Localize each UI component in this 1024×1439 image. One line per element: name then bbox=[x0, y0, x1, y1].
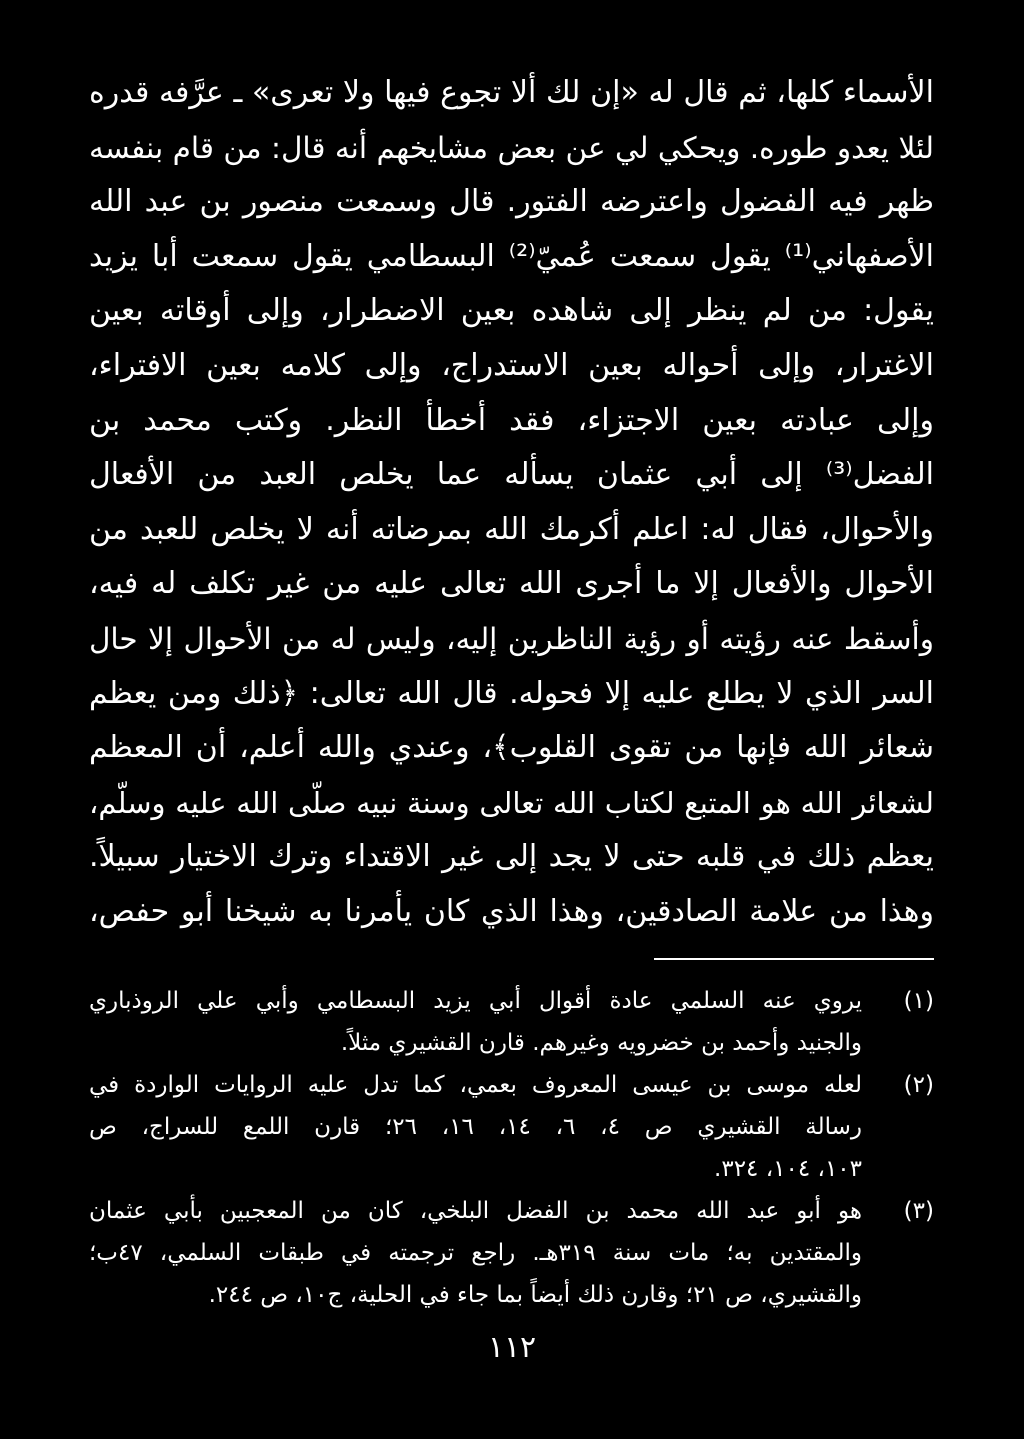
footnote-line: يروي عنه السلمي عادة أقوال أبي يزيد البسطامي وأبي علي الروذباري bbox=[89, 988, 862, 1014]
text-line: الأصفهاني⁽¹⁾ يقول سمعت عُميّ⁽²⁾ البسطامي يقول سمعت أبا يزيد bbox=[89, 238, 934, 274]
footnotes bbox=[89, 980, 934, 1316]
text-line: لئلا يعدو طوره. ويحكي لي عن بعض مشايخهم أنه قال: من قام بنفسه bbox=[89, 130, 934, 165]
text-line: يقول: من لم ينظر إلى شاهده بعين الاضطرار، وإلى أوقاته بعين bbox=[89, 293, 934, 329]
footnote-line: ١٠٣، ١٠٤، ٣٢٤. bbox=[714, 1156, 862, 1182]
text-line: الاغترار، وإلى أحواله بعين الاستدراج، وإلى كلامه بعين الافتراء، bbox=[89, 347, 934, 383]
text-line: السر الذي لا يطلع عليه إلا فحوله. قال الله تعالى: ﴿ذلك ومن يعظم bbox=[89, 675, 934, 711]
footnote-line: والجنيد وأحمد بن خضرويه وغيرهم. قارن القشيري مثلاً. bbox=[340, 1030, 862, 1056]
text-line: الفضل⁽³⁾ إلى أبي عثمان يسأله عما يخلص العبد من الأفعال bbox=[89, 457, 934, 493]
footnote-line: والمقتدين به؛ مات سنة ٣١٩هـ. راجع ترجمته في طبقات السلمي، ٤٧ب؛ bbox=[89, 1240, 862, 1266]
text-line: وهذا من علامة الصادقين، وهذا الذي كان يأمرنا به شيخنا أبو حفص، bbox=[89, 893, 934, 929]
text-line: الأسماء كلها، ثم قال له «إن لك ألا تجوع فيها ولا تعرى» ـ عرَّفه قدره bbox=[89, 75, 934, 110]
footnote-2 bbox=[89, 1064, 934, 1190]
footnote-1 bbox=[89, 980, 934, 1064]
footnote-line: والقشيري، ص ٢١؛ وقارن ذلك أيضاً بما جاء في الحلية، ج١٠، ص ٢٤٤. bbox=[208, 1282, 862, 1308]
text-line: ظهر فيه الفضول واعترضه الفتور. قال وسمعت منصور بن عبد الله bbox=[89, 184, 934, 220]
text-line: لشعائر الله هو المتبع لكتاب الله تعالى وسنة نبيه صلّى الله عليه وسلّم، bbox=[89, 785, 934, 820]
text-line: يعظم ذلك في قلبه حتى لا يجد إلى غير الاقتداء وترك الاختيار سبيلاً. bbox=[89, 839, 934, 875]
text-line: والأحوال، فقال له: اعلم أكرمك الله بمرضاته أنه لا يخلص للعبد من bbox=[89, 511, 934, 547]
footnote-divider bbox=[654, 958, 934, 960]
footnote-number: (٢) bbox=[903, 1072, 934, 1098]
footnote-line: لعله موسى بن عيسى المعروف بعمي، كما تدل عليه الروايات الواردة في bbox=[89, 1072, 862, 1098]
text-line: شعائر الله فإنها من تقوى القلوب﴾، وعندي والله أعلم، أن المعظم bbox=[89, 730, 934, 766]
page-number: ١١٢ bbox=[487, 1330, 537, 1365]
text-line: وأسقط عنه رؤيته أو رؤية الناظرين إليه، وليس له من الأحوال إلا حال bbox=[89, 621, 934, 656]
main-text bbox=[89, 66, 934, 940]
text-line: الأحوال والأفعال إلا ما أجرى الله تعالى عليه من غير تكلف له فيه، bbox=[89, 566, 934, 602]
footnote-line: رسالة القشيري ص ٤، ٦، ١٤، ١٦، ٢٦؛ قارن اللمع للسراج، ص bbox=[89, 1114, 862, 1140]
footnote-number: (١) bbox=[903, 988, 934, 1014]
footnote-number: (٣) bbox=[903, 1198, 934, 1224]
footnote-3 bbox=[89, 1190, 934, 1316]
footnote-line: هو أبو عبد الله محمد بن الفضل البلخي، كان من المعجبين بأبي عثمان bbox=[89, 1198, 862, 1224]
text-line: وإلى عبادته بعين الاجتزاء، فقد أخطأ النظر. وكتب محمد بن bbox=[89, 402, 934, 438]
